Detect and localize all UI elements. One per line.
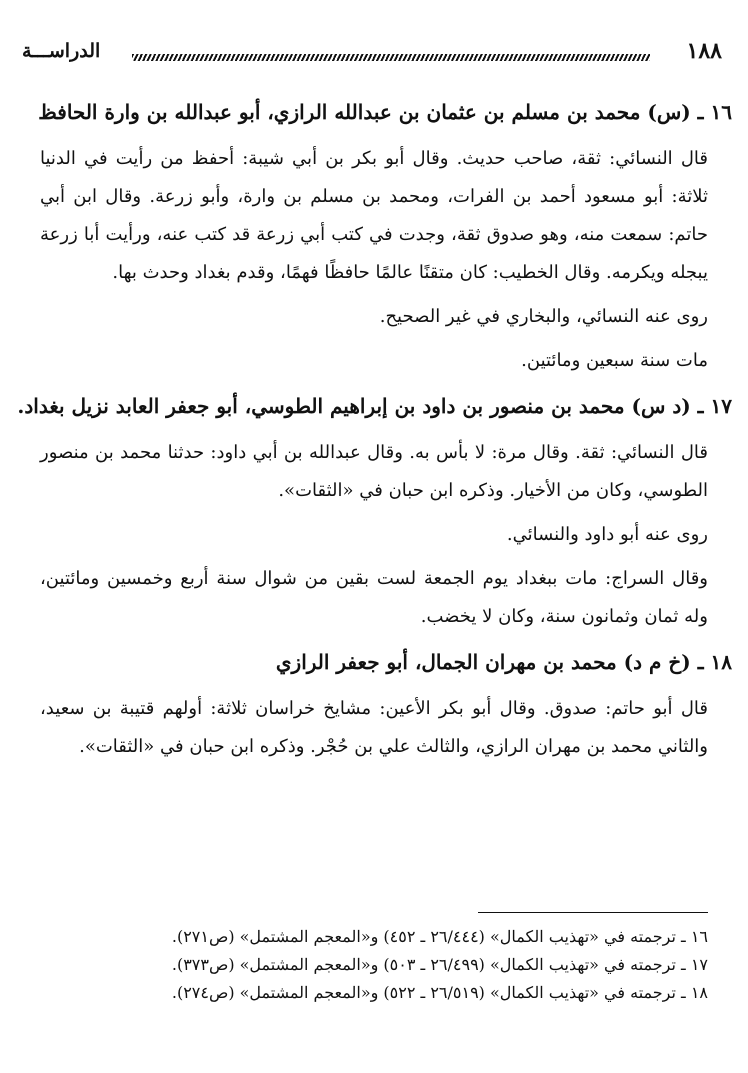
entry-paragraph: قال أبو حاتم: صدوق. وقال أبو بكر الأعين: مشايخ خراسان ثلاثة: أولهم قتيبة بن سعيد، والثاني محمد بن مهران الرازي، والثالث علي بن حُجْر. وذكره ابن حبان في «الثقات». <box>40 698 708 757</box>
entry-title: ١٨ ـ (خ م د) محمد بن مهران الجمال، أبو جعفر الرازي <box>275 650 732 674</box>
entry-17 <box>17 386 732 636</box>
entry-18 <box>40 642 732 766</box>
entry-title: ١٦ ـ (س) محمد بن مسلم بن عثمان بن عبدالله الرازي، أبو عبدالله بن وارة الحافظ <box>38 100 732 124</box>
header-hatched-rule <box>132 54 650 61</box>
entry-paragraph: روى عنه النسائي، والبخاري في غير الصحيح. <box>379 306 708 327</box>
entry-16 <box>38 92 732 380</box>
footnote: ١٨ ـ ترجمته في «تهذيب الكمال» (٢٦/٥١٩ ـ ٥٢٢) و«المعجم المشتمل» (ص٢٧٤). <box>171 983 708 1002</box>
entry-paragraph: قال النسائي: ثقة، صاحب حديث. وقال أبو بكر بن أبي شيبة: أحفظ من رأيت في الدنيا ثلاثة: أبو مسعود أحمد بن الفرات، ومحمد بن مسلم بن وارة، وأبو زرعة. وقال ابن أبي حاتم: سمعت منه، وهو صدوق ثقة، وجدت في كتب أبي زرعة قد كتب عنه، ورأيت أبا زرعة يبجله ويكرمه. وقال الخطيب: كان متقنًا عالمًا حافظًا فهمًا، وقدم بغداد وحدث بها. <box>40 148 709 283</box>
running-title: الدراســـة <box>22 40 101 62</box>
page-header <box>22 38 722 74</box>
footnote: ١٦ ـ ترجمته في «تهذيب الكمال» (٢٦/٤٤٤ ـ ٤٥٢) و«المعجم المشتمل» (ص٢٧١). <box>171 927 708 946</box>
footnote: ١٧ ـ ترجمته في «تهذيب الكمال» (٢٦/٤٩٩ ـ ٥٠٣) و«المعجم المشتمل» (ص٣٧٣). <box>171 955 708 974</box>
page-body <box>17 92 732 772</box>
entry-paragraph: روى عنه أبو داود والنسائي. <box>506 524 708 545</box>
footnote-separator <box>478 912 708 913</box>
footnotes <box>40 912 708 1007</box>
entry-paragraph: وقال السراج: مات ببغداد يوم الجمعة لست بقين من شوال سنة أربع وخمسين ومائتين، وله ثمان وثمانون سنة، وكان لا يخضب. <box>40 568 708 627</box>
entry-title: ١٧ ـ (د س) محمد بن منصور بن داود بن إبراهيم الطوسي، أبو جعفر العابد نزيل بغداد. <box>17 394 732 418</box>
page-number: ١٨٨ <box>686 38 722 64</box>
entry-paragraph: قال النسائي: ثقة. وقال مرة: لا بأس به. وقال عبدالله بن أبي داود: حدثنا محمد بن منصور الطوسي، وكان من الأخيار. وذكره ابن حبان في «الثقات». <box>40 442 708 501</box>
entry-paragraph: مات سنة سبعين ومائتين. <box>521 350 708 371</box>
